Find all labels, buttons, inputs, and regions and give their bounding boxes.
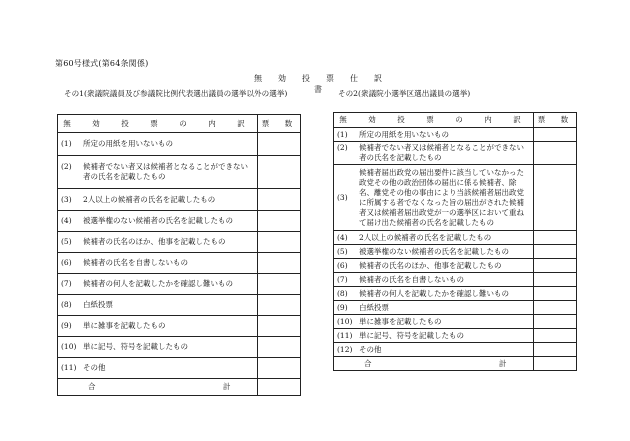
- table-row: [58, 316, 301, 337]
- vote-count-cell[interactable]: [534, 287, 577, 301]
- row-text: 単に記号、符号を記載したもの: [359, 330, 464, 340]
- header-votes: 票 数: [534, 113, 577, 128]
- row-text: 候補者の氏名のほか、他事を記載したもの: [359, 260, 502, 270]
- vote-count-cell[interactable]: [534, 245, 577, 259]
- table-row: [58, 274, 301, 295]
- total-label: 合 計: [334, 357, 534, 371]
- vote-count-cell[interactable]: [534, 315, 577, 329]
- row-text: 候補者届出政党の届出要件に該当していなかった政党その他の政治団体の届出に係る候補者、除名、離党その他の事由により当該候補者届出政党に所属する者でなくなった旨の届出がされた候補者又は候補者届出政党が一の選挙区において重ねて届け出た候補者の氏名を記載したもの: [359, 167, 524, 227]
- row-number: (5): [337, 246, 348, 256]
- row-text: 所定の用紙を用いないもの: [359, 129, 449, 139]
- row-number: (6): [337, 260, 348, 270]
- header-votes: 票 数: [258, 115, 301, 133]
- table-row: [58, 295, 301, 316]
- table-row: [334, 315, 577, 329]
- table-row: [58, 156, 301, 189]
- table-row: [334, 273, 577, 287]
- vote-count-cell[interactable]: [258, 133, 301, 156]
- vote-count-cell[interactable]: [534, 301, 577, 315]
- table-row: [334, 287, 577, 301]
- table-row: [58, 133, 301, 156]
- table-header-row: [334, 113, 577, 128]
- total-row: [58, 379, 301, 396]
- row-number: (8): [61, 300, 72, 309]
- vote-count-cell[interactable]: [258, 232, 301, 253]
- row-number: (1): [61, 139, 72, 148]
- row-number: (3): [337, 192, 348, 202]
- vote-count-cell[interactable]: [534, 231, 577, 245]
- row-number: (10): [61, 342, 77, 351]
- row-text: 候補者の何人を記載したかを確認し難いもの: [359, 288, 509, 298]
- row-text: 候補者の氏名を自書しないもの: [359, 274, 464, 284]
- row-text: 被選挙権のない候補者の氏名を記載したもの: [83, 216, 233, 225]
- table-row: [58, 189, 301, 211]
- vote-count-cell[interactable]: [258, 358, 301, 379]
- row-text: 候補者の氏名のほか、他事を記載したもの: [83, 237, 226, 246]
- form-number: 第60号様式(第64条関係): [55, 59, 149, 68]
- table-row: [334, 343, 577, 357]
- row-number: (6): [61, 258, 72, 267]
- table-row: [334, 301, 577, 315]
- vote-count-cell[interactable]: [258, 156, 301, 189]
- row-number: (11): [61, 363, 77, 372]
- left-invalid-vote-table: [57, 114, 301, 396]
- row-number: (11): [337, 330, 353, 340]
- row-text: その他: [83, 363, 106, 372]
- right-subtitle: その2(衆議院小選挙区選出議員の選挙): [338, 89, 471, 98]
- row-text: 候補者の氏名を自書しないもの: [83, 258, 188, 267]
- row-text: 単に雑事を記載したもの: [359, 316, 442, 326]
- row-number: (7): [337, 274, 348, 284]
- vote-count-cell[interactable]: [258, 295, 301, 316]
- table-row: [58, 232, 301, 253]
- table-row: [334, 259, 577, 273]
- vote-count-cell[interactable]: [258, 337, 301, 358]
- row-text: 白紙投票: [359, 302, 389, 312]
- left-subtitle: その1(衆議院議員及び参議院比例代表選出議員の選挙以外の選挙): [64, 89, 288, 98]
- vote-count-cell[interactable]: [258, 253, 301, 274]
- row-number: (8): [337, 288, 348, 298]
- row-text: 2人以上の候補者の氏名を記載したもの: [359, 232, 492, 242]
- row-text: 候補者でない者又は候補者となることができない者の氏名を記載したもの: [83, 162, 248, 181]
- total-row: [334, 357, 577, 371]
- vote-count-cell[interactable]: [258, 211, 301, 232]
- row-text: 被選挙権のない候補者の氏名を記載したもの: [359, 246, 509, 256]
- table-row: [334, 231, 577, 245]
- header-breakdown: 無 効 投 票 の 内 訳: [334, 113, 534, 128]
- vote-count-cell[interactable]: [534, 273, 577, 287]
- total-label: 合 計: [58, 379, 258, 396]
- row-text: 候補者でない者又は候補者となることができない者の氏名を記載したもの: [359, 143, 524, 162]
- vote-count-cell[interactable]: [258, 274, 301, 295]
- vote-count-cell[interactable]: [534, 259, 577, 273]
- row-number: (2): [337, 143, 348, 152]
- vote-count-cell[interactable]: [534, 165, 577, 231]
- row-number: (5): [61, 237, 72, 246]
- vote-count-cell[interactable]: [534, 329, 577, 343]
- row-number: (9): [61, 321, 72, 330]
- table-row: [334, 245, 577, 259]
- row-number: (2): [61, 162, 72, 171]
- row-number: (1): [337, 129, 348, 139]
- row-text: 所定の用紙を用いないもの: [83, 139, 173, 148]
- document-title: 無 効 投 票 仕 訳 書: [254, 74, 398, 94]
- row-number: (7): [61, 279, 72, 288]
- row-number: (12): [337, 344, 353, 354]
- table-row: [334, 128, 577, 142]
- row-number: (3): [61, 194, 72, 204]
- row-number: (4): [337, 232, 348, 242]
- row-text: その他: [359, 344, 382, 354]
- table-row: [334, 142, 577, 165]
- vote-count-cell[interactable]: [534, 128, 577, 142]
- row-text: 2人以上の候補者の氏名を記載したもの: [83, 194, 216, 204]
- table-row: [58, 253, 301, 274]
- row-number: (4): [61, 216, 72, 225]
- table-row: [334, 329, 577, 343]
- header-breakdown: 無 効 投 票 の 内 訳: [58, 115, 258, 133]
- table-row: [58, 358, 301, 379]
- table-row: [334, 165, 577, 231]
- vote-count-cell[interactable]: [258, 189, 301, 211]
- row-text: 白紙投票: [83, 300, 113, 309]
- table-row: [58, 337, 301, 358]
- vote-count-cell[interactable]: [534, 343, 577, 357]
- vote-count-cell[interactable]: [534, 142, 577, 165]
- right-invalid-vote-table: [333, 112, 577, 371]
- table-header-row: [58, 115, 301, 133]
- row-text: 単に雑事を記載したもの: [83, 321, 166, 330]
- vote-count-cell[interactable]: [258, 316, 301, 337]
- row-text: 単に記号、符号を記載したもの: [83, 342, 188, 351]
- row-number: (9): [337, 302, 348, 312]
- row-number: (10): [337, 316, 353, 326]
- row-text: 候補者の何人を記載したかを確認し難いもの: [83, 279, 233, 288]
- table-row: [58, 211, 301, 232]
